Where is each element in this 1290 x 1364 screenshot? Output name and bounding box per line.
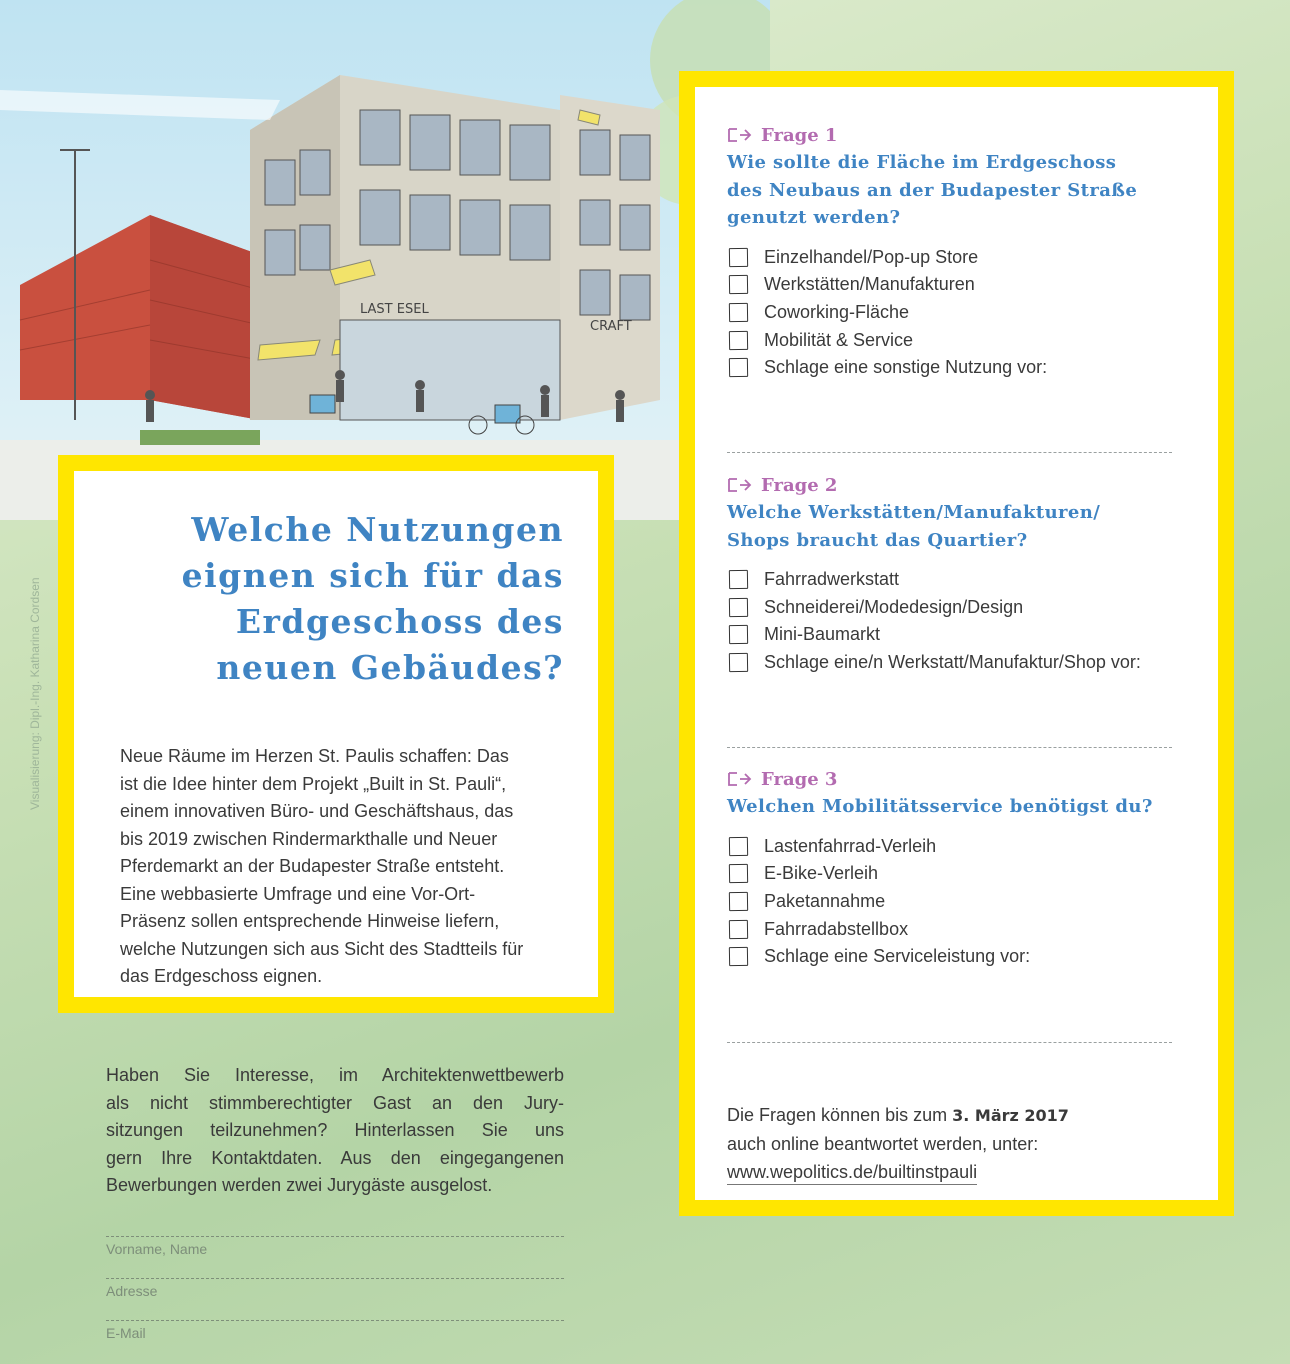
option-label: Coworking-Fläche	[764, 301, 910, 322]
option-parcel-service[interactable]	[727, 888, 1197, 916]
question-text-line: Welchen Mobilitätsservice benötigst du?	[727, 796, 1153, 817]
intro-body-line: Neue Räume im Herzen St. Paulis schaffen: Das	[120, 746, 509, 766]
checkbox[interactable]	[729, 892, 748, 911]
name-field-label: Vorname, Name	[106, 1241, 208, 1257]
checkbox[interactable]	[729, 947, 748, 966]
option-cargo-bike-rental[interactable]	[727, 833, 1197, 861]
checkbox[interactable]	[729, 275, 748, 294]
jury-line: gern Ihre Kontaktdaten. Aus den eingegangenen	[106, 1147, 564, 1168]
option-workshops[interactable]	[727, 271, 1197, 299]
pointing-arrow-icon	[727, 770, 753, 788]
checkbox[interactable]	[729, 330, 748, 349]
pointing-arrow-icon	[727, 126, 753, 144]
checkbox[interactable]	[729, 248, 748, 267]
question-number-label: Frage 2	[761, 474, 838, 496]
question-2-answer-line[interactable]	[727, 747, 1172, 748]
intro-body-line: Pferdemarkt an der Budapester Straße entsteht.	[120, 856, 505, 876]
question-3	[727, 765, 1197, 970]
questions-frame	[679, 71, 1234, 1216]
checkbox[interactable]	[729, 653, 748, 672]
question-number-label: Frage 3	[761, 768, 838, 790]
intro-body-line: welche Nutzungen sich aus Sicht des Stadtteils für	[120, 938, 524, 959]
question-2-options	[727, 566, 1197, 676]
question-3-number	[727, 765, 1197, 793]
option-ebike-rental[interactable]	[727, 860, 1197, 888]
checkbox[interactable]	[729, 864, 748, 883]
intro-title-line: neuen Gebäudes?	[216, 648, 564, 687]
jury-line: sitzungen teilzunehmen? Hinterlassen Sie uns	[106, 1120, 564, 1140]
intro-title-line: eignen sich für das	[181, 556, 564, 595]
option-label: Lastenfahrrad-Verleih	[764, 835, 937, 856]
question-2-number	[727, 471, 1197, 499]
checkbox[interactable]	[729, 358, 748, 377]
question-text-line: Wie sollte die Fläche im Erdgeschoss	[727, 152, 1117, 173]
option-other-use[interactable]	[727, 354, 1197, 382]
deadline-text-after: auch online beantwortet werden, unter:	[727, 1134, 1039, 1154]
building-illustration	[0, 0, 770, 520]
survey-link[interactable]: www.wepolitics.de/builtinstpauli	[727, 1160, 977, 1185]
intro-body-line: bis 2019 zwischen Rindermarkthalle und Neuer	[120, 828, 498, 849]
option-label: Mobilität & Service	[764, 329, 914, 350]
image-credit: Visualisierung: Dipl.-Ing. Katharina Cordsen	[28, 577, 42, 810]
option-label: Fahrradwerkstatt	[764, 569, 900, 590]
option-label: Paketannahme	[764, 890, 886, 911]
email-field-label: E-Mail	[106, 1325, 146, 1341]
question-3-options	[727, 833, 1197, 971]
intro-body-line: Eine webbasierte Umfrage und eine Vor-Ort-	[120, 883, 476, 904]
question-text-line: Welche Werkstätten/Manufakturen/	[727, 502, 1101, 523]
email-field[interactable]	[106, 1320, 564, 1350]
question-1-number	[727, 121, 1197, 149]
intro-title-line: Welche Nutzungen	[191, 510, 564, 549]
option-hardware-store[interactable]	[727, 621, 1197, 649]
address-field[interactable]	[106, 1278, 564, 1308]
option-label: Schlage eine Serviceleistung vor:	[764, 946, 1031, 967]
option-other-service[interactable]	[727, 943, 1197, 971]
intro-title-line: Erdgeschoss des	[235, 602, 564, 641]
option-label: E-Bike-Verleih	[764, 863, 879, 884]
jury-invitation-text	[106, 1062, 564, 1200]
option-label: Werkstätten/Manufakturen	[764, 274, 975, 295]
intro-body-line: einem innovativen Büro- und Geschäftshaus, das	[120, 801, 514, 821]
email-field-line	[106, 1320, 564, 1321]
option-label: Mini-Baumarkt	[764, 624, 881, 645]
pointing-arrow-icon	[727, 476, 753, 494]
sign-craft: CRAFT	[590, 319, 632, 334]
option-coworking[interactable]	[727, 299, 1197, 327]
question-text-line: genutzt werden?	[727, 207, 901, 228]
option-label: Schneiderei/Modedesign/Design	[764, 596, 1024, 617]
question-3-answer-line[interactable]	[727, 1042, 1172, 1043]
question-number-label: Frage 1	[761, 124, 838, 146]
option-other-shop[interactable]	[727, 649, 1197, 677]
checkbox[interactable]	[729, 919, 748, 938]
jury-line: Haben Sie Interesse, im Architektenwettbewerb	[106, 1065, 564, 1085]
checkbox[interactable]	[729, 570, 748, 589]
option-bike-workshop[interactable]	[727, 566, 1197, 594]
option-retail[interactable]	[727, 244, 1197, 272]
intro-title	[120, 507, 564, 691]
deadline-note	[727, 1101, 1197, 1186]
deadline-date: 3. März 2017	[952, 1106, 1069, 1125]
intro-card	[74, 471, 598, 997]
option-bike-box[interactable]	[727, 915, 1197, 943]
checkbox[interactable]	[729, 598, 748, 617]
question-text-line: Shops braucht das Quartier?	[727, 529, 1028, 551]
option-tailoring[interactable]	[727, 594, 1197, 622]
name-field[interactable]	[106, 1236, 564, 1266]
intro-frame	[58, 455, 614, 1013]
option-mobility[interactable]	[727, 326, 1197, 354]
question-1-text	[727, 149, 1197, 232]
address-field-line	[106, 1278, 564, 1279]
option-label: Schlage eine sonstige Nutzung vor:	[764, 357, 1048, 378]
jury-line: Bewerbungen werden zwei Jurygäste ausgelost.	[106, 1175, 493, 1195]
option-label: Einzelhandel/Pop-up Store	[764, 246, 979, 267]
question-2	[727, 471, 1197, 676]
intro-body	[120, 743, 564, 991]
questions-card	[695, 87, 1218, 1200]
sign-lasten-esel: LAST ESEL	[360, 302, 429, 317]
question-1-answer-line[interactable]	[727, 452, 1172, 453]
checkbox[interactable]	[729, 837, 748, 856]
deadline-text-before: Die Fragen können bis zum	[727, 1105, 953, 1125]
option-label: Fahrradabstellbox	[764, 918, 909, 939]
question-3-text	[727, 793, 1197, 821]
address-field-label: Adresse	[106, 1283, 158, 1299]
checkbox[interactable]	[729, 303, 748, 322]
checkbox[interactable]	[729, 625, 748, 644]
jury-line: als nicht stimmberechtigter Gast an den Jury-	[106, 1092, 564, 1113]
question-1-options	[727, 244, 1197, 382]
intro-body-line: Präsenz sollen entsprechende Hinweise liefern,	[120, 911, 500, 931]
intro-body-line: das Erdgeschoss eignen.	[120, 966, 323, 986]
street-scene-drawing	[0, 0, 770, 520]
name-field-line	[106, 1236, 564, 1237]
question-1	[727, 121, 1197, 381]
question-2-text	[727, 499, 1197, 554]
option-label: Schlage eine/n Werkstatt/Manufaktur/Shop vor:	[764, 652, 1141, 673]
question-text-line: des Neubaus an der Budapester Straße	[727, 179, 1138, 201]
intro-body-line: ist die Idee hinter dem Projekt „Built in St. Pauli“,	[120, 773, 507, 794]
